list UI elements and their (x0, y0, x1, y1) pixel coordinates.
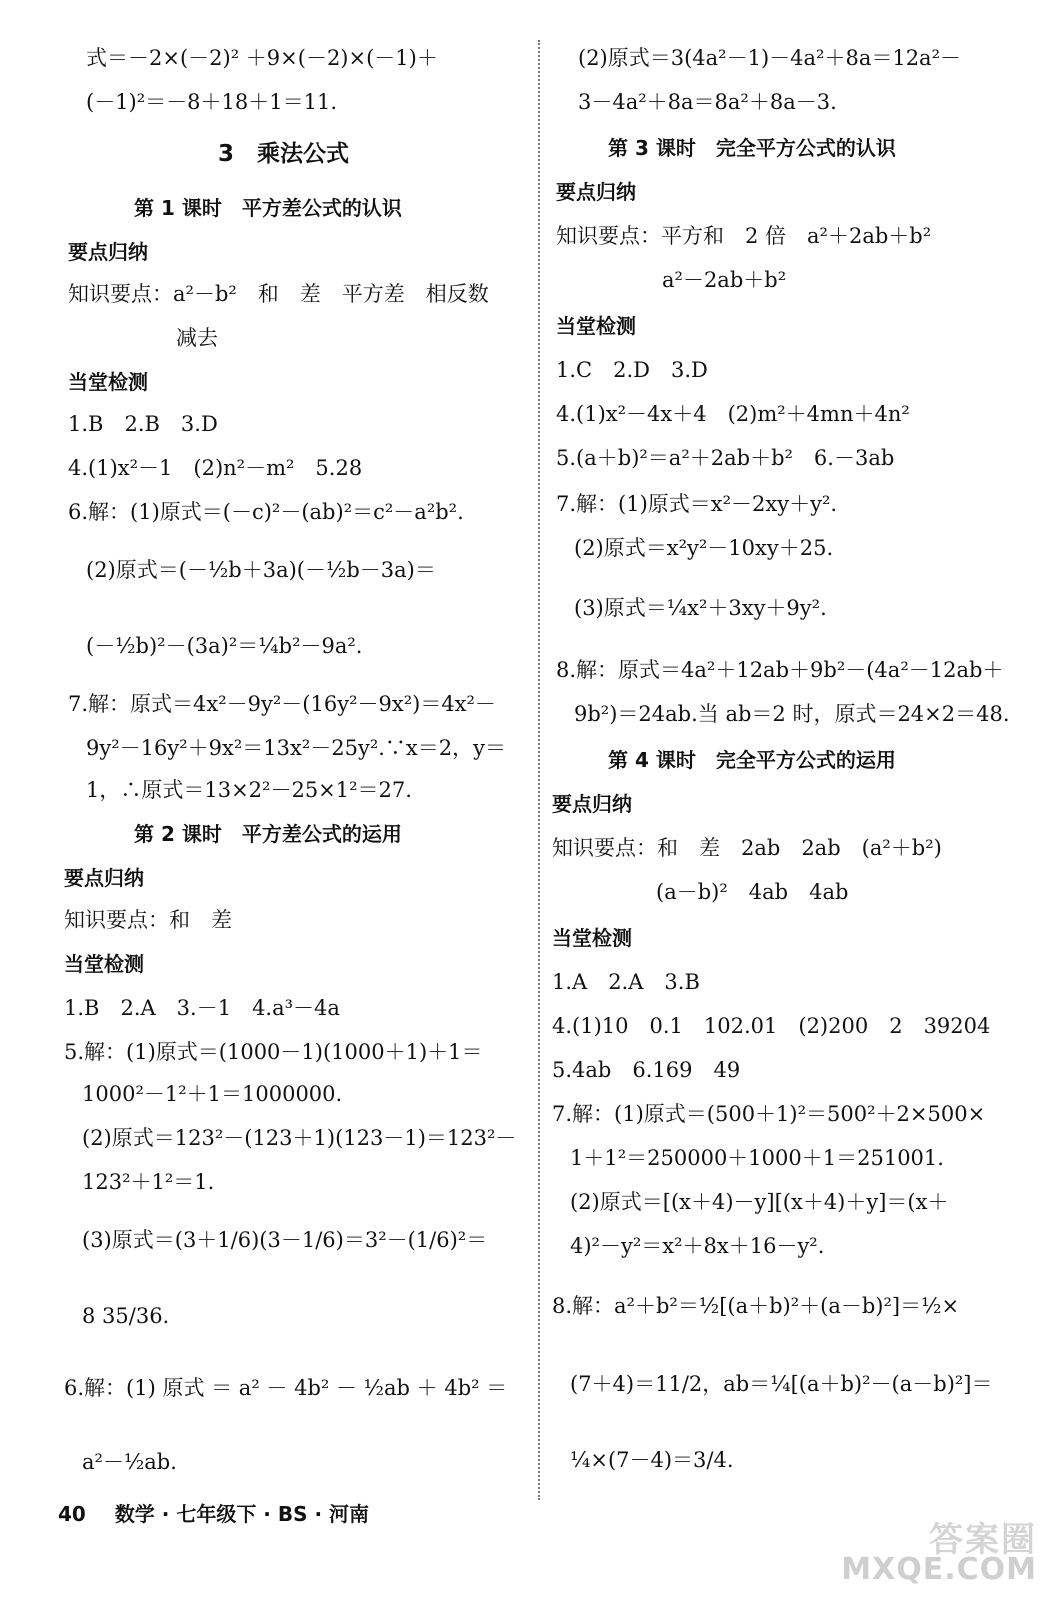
answer-line: (2)原式＝[(x＋4)－y][(x＋4)＋y]＝(x＋ (570, 1190, 949, 1214)
answer-line: ¼×(7－4)＝3/4. (570, 1448, 734, 1472)
lesson-title: 第 4 课时 完全平方公式的运用 (608, 748, 896, 772)
page-number: 40 (58, 1502, 86, 1526)
answer-line: (3)原式＝(3＋1/6)(3－1/6)＝3²－(1/6)²＝ (82, 1228, 488, 1252)
answer-line: 4)²－y²＝x²＋8x＋16－y². (570, 1234, 825, 1258)
watermark-logo: 答案圈 (929, 1520, 1037, 1560)
heading-title: 要点归纳 (556, 180, 636, 204)
section-title: 3 乘法公式 (218, 141, 350, 167)
page-footer (58, 1498, 369, 1527)
answer-line: 4.(1)10 0.1 102.01 (2)200 2 39204 (552, 1014, 991, 1038)
answer-line: 6.解：(1) 原式 ＝ a² － 4b² － ½ab ＋ 4b² ＝ (64, 1376, 508, 1400)
answer-line: a²－2ab＋b² (662, 268, 787, 292)
answer-line: 9b²)＝24ab.当 ab＝2 时，原式＝24×2＝48. (574, 702, 1010, 726)
answer-line: 123²＋1²＝1. (82, 1170, 215, 1194)
answer-line: 5.(a＋b)²＝a²＋2ab＋b² 6.－3ab (556, 446, 895, 470)
answer-line: 5.解：(1)原式＝(1000－1)(1000＋1)＋1＝ (64, 1040, 483, 1064)
answer-line: 8.解：原式＝4a²＋12ab＋9b²－(4a²－12ab＋ (556, 658, 1004, 682)
answer-line: 1＋1²＝250000＋1000＋1＝251001. (570, 1146, 944, 1170)
answer-line: 式＝－2×(－2)² ＋9×(－2)×(－1)＋ (86, 46, 438, 70)
column-divider (538, 40, 540, 1500)
answer-line: a²－½ab. (82, 1450, 177, 1474)
lesson-title: 第 1 课时 平方差公式的认识 (134, 196, 402, 220)
book-title: 数学 · 七年级下 · BS · 河南 (114, 1502, 370, 1526)
lesson-title: 第 2 课时 平方差公式的运用 (134, 822, 402, 846)
answer-line: 7.解：(1)原式＝x²－2xy＋y². (556, 492, 838, 516)
heading-title: 当堂检测 (68, 370, 148, 394)
answer-line: 8 35/36. (82, 1304, 170, 1328)
answer-line: (2)原式＝3(4a²－1)－4a²＋8a＝12a²－ (578, 46, 961, 70)
heading-title: 当堂检测 (552, 926, 632, 950)
answer-line: 1.A 2.A 3.B (552, 970, 700, 994)
heading-title: 当堂检测 (64, 952, 144, 976)
answer-line: 3－4a²＋8a＝8a²＋8a－3. (578, 90, 837, 114)
watermark-site: MXQE.COM (841, 1552, 1037, 1587)
answer-line: 4.(1)x²－1 (2)n²－m² 5.28 (68, 456, 363, 480)
heading-title: 要点归纳 (552, 792, 632, 816)
answer-line: 知识要点：和 差 2ab 2ab (a²＋b²) (552, 836, 942, 860)
answer-line: 6.解：(1)原式＝(－c)²－(ab)²＝c²－a²b². (68, 500, 464, 524)
heading-title: 当堂检测 (556, 314, 636, 338)
answer-line: (2)原式＝(－½b＋3a)(－½b－3a)＝ (86, 558, 436, 582)
answer-line: 减去 (176, 326, 218, 350)
answer-line: 知识要点：a²－b² 和 差 平方差 相反数 (68, 282, 489, 306)
answer-line: 7.解：(1)原式＝(500＋1)²＝500²＋2×500× (552, 1102, 986, 1126)
answer-line: 1000²－1²＋1＝1000000. (82, 1082, 343, 1106)
answer-line: 9y²－16y²＋9x²＝13x²－25y².∵x＝2，y＝ (86, 736, 506, 760)
answer-line: 知识要点：平方和 2 倍 a²＋2ab＋b² (556, 224, 932, 248)
answer-line: (3)原式＝¼x²＋3xy＋9y². (574, 596, 827, 620)
answer-line: (2)原式＝x²y²－10xy＋25. (574, 536, 834, 560)
answer-line: 1.B 2.A 3.－1 4.a³－4a (64, 996, 340, 1020)
answer-line: (7＋4)＝11/2，ab＝¼[(a＋b)²－(a－b)²]＝ (570, 1372, 993, 1396)
answer-line: 1.B 2.B 3.D (68, 412, 218, 436)
answer-line: 8.解：a²＋b²＝½[(a＋b)²＋(a－b)²]＝½× (552, 1294, 960, 1318)
answer-line: 1，∴原式＝13×2²－25×1²＝27. (86, 778, 412, 802)
answer-line: (－1)²＝－8＋18＋1＝11. (86, 90, 338, 114)
answer-line: 7.解：原式＝4x²－9y²－(16y²－9x²)＝4x²－ (68, 692, 496, 716)
heading-title: 要点归纳 (64, 866, 144, 890)
watermark (837, 1512, 1037, 1590)
answer-line: (2)原式＝123²－(123＋1)(123－1)＝123²－ (82, 1126, 517, 1150)
answer-line: 知识要点：和 差 (64, 908, 232, 932)
answer-line: (－½b)²－(3a)²＝¼b²－9a². (86, 634, 363, 658)
heading-title: 要点归纳 (68, 240, 148, 264)
answer-line: 5.4ab 6.169 49 (552, 1058, 741, 1082)
lesson-title: 第 3 课时 完全平方公式的认识 (608, 136, 896, 160)
answer-line: (a－b)² 4ab 4ab (656, 880, 849, 904)
answer-line: 4.(1)x²－4x＋4 (2)m²＋4mn＋4n² (556, 402, 910, 426)
answer-line: 1.C 2.D 3.D (556, 358, 708, 382)
